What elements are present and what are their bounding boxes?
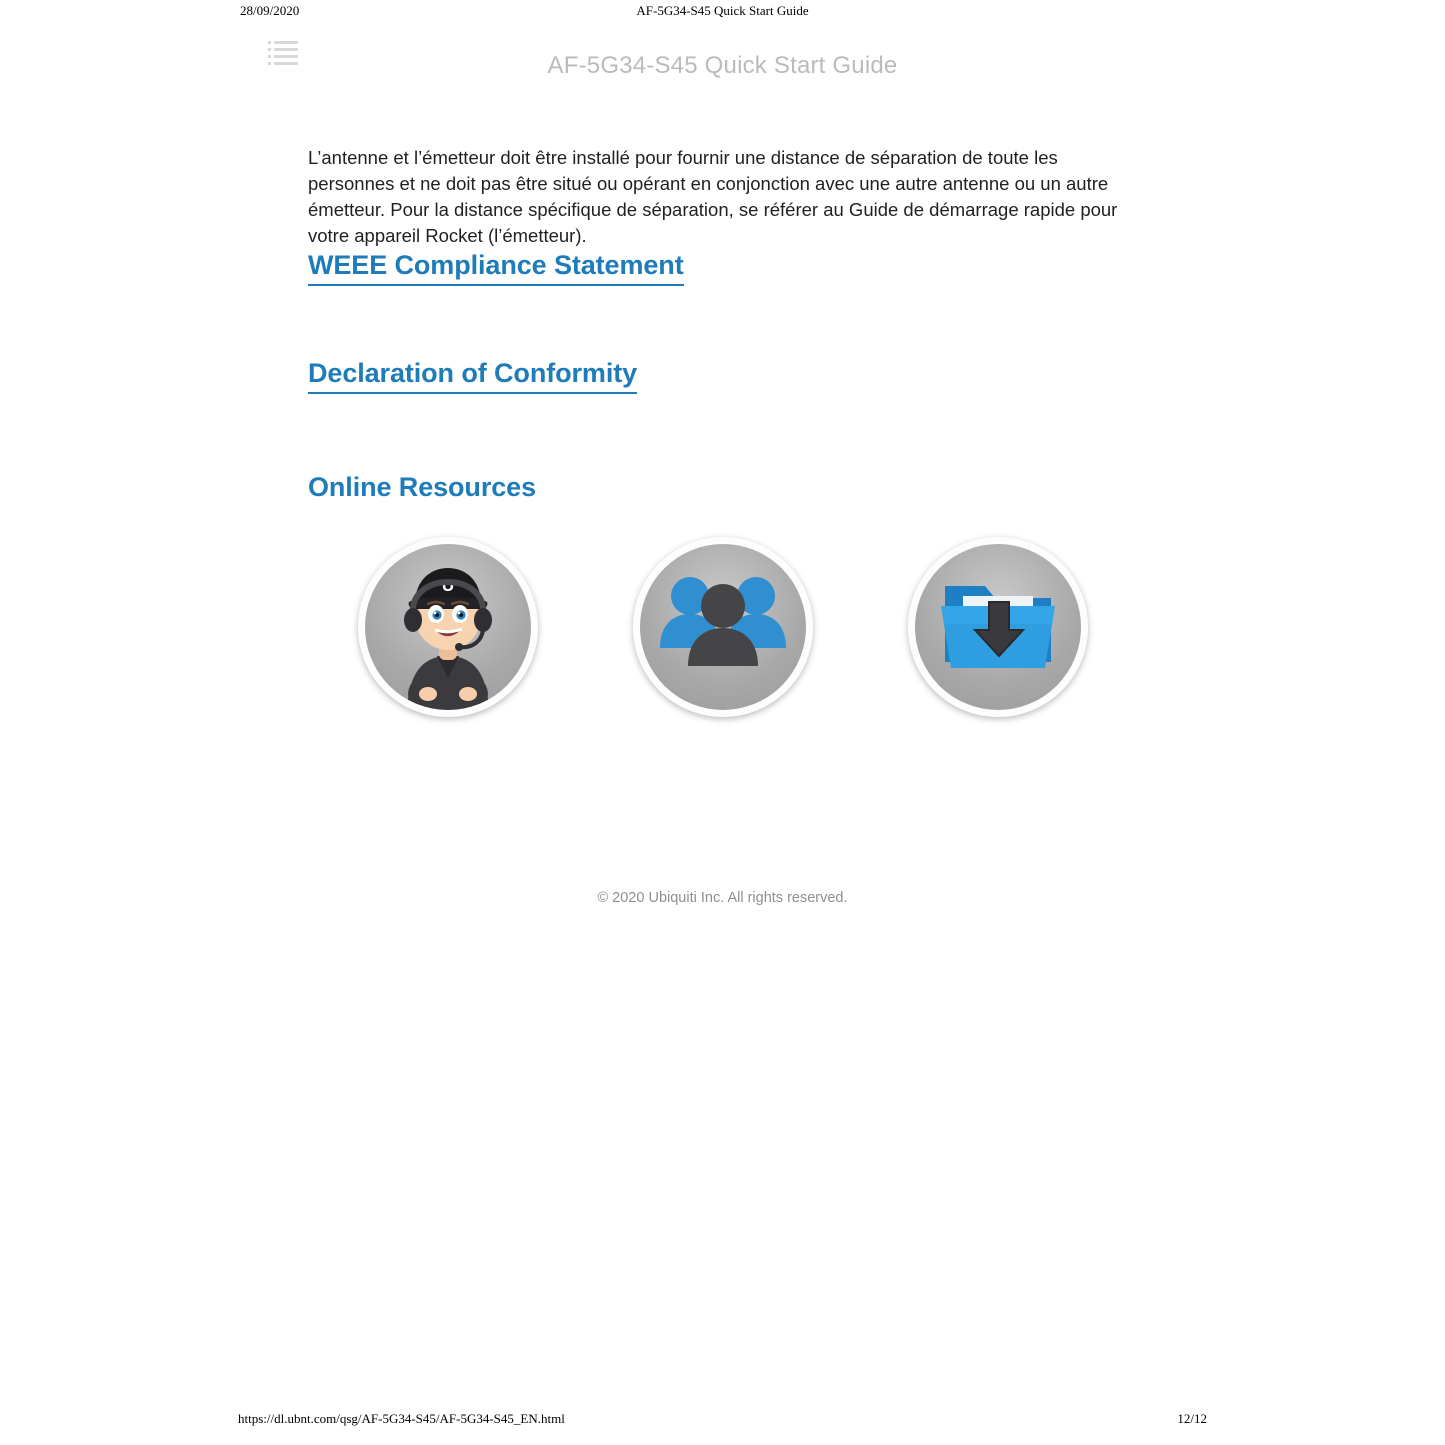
menu-bar: [274, 48, 298, 51]
resource-community[interactable]: [633, 537, 813, 717]
print-footer: [0, 1411, 1445, 1431]
resource-downloads[interactable]: [908, 537, 1088, 717]
document-page: [0, 22, 1445, 1402]
print-footer-url: https://dl.ubnt.com/qsg/AF-5G34-S45/AF-5G34-S45_EN.html: [238, 1411, 565, 1426]
downloads-folder-icon[interactable]: [908, 537, 1088, 717]
online-resources-icons: [308, 537, 1134, 737]
print-header: [0, 0, 1445, 22]
paragraph-english-clipped: [308, 77, 1134, 123]
heading-online-resources: Online Resources: [308, 472, 536, 502]
downloads-folder-illustration: [915, 544, 1081, 710]
menu-dot: [268, 41, 271, 44]
declaration-section: [308, 358, 637, 394]
menu-dot: [268, 48, 271, 51]
copyright-notice: © 2020 Ubiquiti Inc. All rights reserved.: [597, 890, 848, 906]
paragraph-french: L’antenne et l’émetteur doit être installé pour fournir une distance de séparation de toute les personnes et ne doit pas être situé ou opérant en conjonction avec une autre antenne ou un autre émetteur. Pour la distance spécifique de séparation, se référer au Guide de démarrage rapide pour votre appareil Rocket (l’émetteur).: [308, 147, 1118, 246]
heading-weee-compliance[interactable]: WEEE Compliance Statement: [308, 250, 684, 286]
online-resources-section: [308, 472, 536, 503]
resource-support[interactable]: [358, 537, 538, 717]
weee-section: [308, 250, 684, 286]
menu-bar: [274, 41, 298, 44]
support-rep-illustration: [365, 544, 531, 710]
print-footer-page-number: 12/12: [1177, 1411, 1207, 1426]
community-people-icon[interactable]: [633, 537, 813, 717]
print-header-date: 28/09/2020: [240, 3, 300, 18]
print-header-title: AF-5G34-S45 Quick Start Guide: [636, 3, 809, 18]
document-header-title: AF-5G34-S45 Quick Start Guide: [547, 52, 898, 79]
document-content: [308, 77, 1134, 271]
community-people-illustration: [640, 544, 806, 710]
support-rep-icon[interactable]: [358, 537, 538, 717]
heading-declaration-of-conformity[interactable]: Declaration of Conformity: [308, 358, 637, 394]
svg-text:U: U: [441, 576, 455, 595]
